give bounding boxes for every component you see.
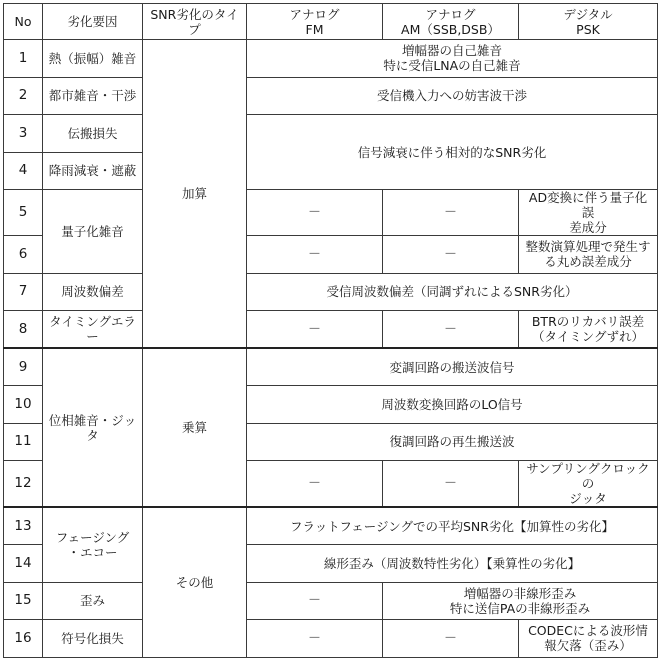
psk-cell: AD変換に伴う量子化誤 差成分 bbox=[519, 190, 658, 236]
fm-cell: － bbox=[247, 311, 383, 349]
table-row bbox=[4, 77, 658, 115]
psk-cell: サンプリングクロックの ジッタ bbox=[519, 461, 658, 508]
description-cell: 復調回路の再生搬送波 bbox=[247, 423, 658, 461]
row-number: 16 bbox=[4, 620, 43, 658]
psk-cell: CODECによる波形情 報欠落（歪み） bbox=[519, 620, 658, 658]
description-cell: 線形歪み（周波数特性劣化）【乗算性の劣化】 bbox=[247, 545, 658, 583]
table-row bbox=[4, 582, 658, 620]
factor-cell: 符号化損失 bbox=[43, 620, 143, 658]
factor-cell: 都市雑音・干渉 bbox=[43, 77, 143, 115]
am-cell: － bbox=[383, 620, 519, 658]
factor-cell: 熱（振幅）雑音 bbox=[43, 40, 143, 78]
table-row bbox=[4, 311, 658, 349]
factor-cell: 位相雑音・ジッタ bbox=[43, 348, 143, 507]
psk-cell: BTRのリカバリ誤差 （タイミングずれ） bbox=[519, 311, 658, 349]
description-cell: 受信周波数偏差（同調ずれによるSNR劣化） bbox=[247, 273, 658, 311]
header-digital-psk: デジタル PSK bbox=[519, 4, 658, 40]
description-cell: 信号減衰に伴う相対的なSNR劣化 bbox=[247, 115, 658, 190]
table-row bbox=[4, 348, 658, 386]
description-cell: 増幅器の自己雑音 特に受信LNAの自己雑音 bbox=[247, 40, 658, 78]
row-number: 12 bbox=[4, 461, 43, 508]
row-number: 2 bbox=[4, 77, 43, 115]
description-cell: フラットフェージングでの平均SNR劣化【加算性の劣化】 bbox=[247, 507, 658, 545]
row-number: 10 bbox=[4, 386, 43, 424]
table-row bbox=[4, 115, 658, 153]
table-row bbox=[4, 507, 658, 545]
header-snr-type: SNR劣化のタイプ bbox=[143, 4, 247, 40]
table-header-row bbox=[4, 4, 658, 40]
snr-type-cell: 加算 bbox=[143, 40, 247, 349]
description-cell: 変調回路の搬送波信号 bbox=[247, 348, 658, 386]
row-number: 8 bbox=[4, 311, 43, 349]
fm-cell: － bbox=[247, 236, 383, 274]
factor-cell: 伝搬損失 bbox=[43, 115, 143, 153]
fm-cell: － bbox=[247, 461, 383, 508]
row-number: 11 bbox=[4, 423, 43, 461]
table-row bbox=[4, 273, 658, 311]
row-number: 14 bbox=[4, 545, 43, 583]
description-cell: 増幅器の非線形歪み 特に送信PAの非線形歪み bbox=[383, 582, 658, 620]
factor-cell: 周波数偏差 bbox=[43, 273, 143, 311]
fm-cell: － bbox=[247, 620, 383, 658]
table-row bbox=[4, 40, 658, 78]
psk-cell: 整数演算処理で発生す る丸め誤差成分 bbox=[519, 236, 658, 274]
row-number: 3 bbox=[4, 115, 43, 153]
row-number: 6 bbox=[4, 236, 43, 274]
am-cell: － bbox=[383, 190, 519, 236]
description-cell: 周波数変換回路のLO信号 bbox=[247, 386, 658, 424]
header-analog-fm: アナログ FM bbox=[247, 4, 383, 40]
factor-cell: 歪み bbox=[43, 582, 143, 620]
am-cell: － bbox=[383, 461, 519, 508]
table-row bbox=[4, 190, 658, 236]
factor-cell: タイミングエラー bbox=[43, 311, 143, 349]
row-number: 7 bbox=[4, 273, 43, 311]
fm-cell: － bbox=[247, 190, 383, 236]
factor-cell: 降雨減衰・遮蔽 bbox=[43, 152, 143, 190]
am-cell: － bbox=[383, 311, 519, 349]
table-row bbox=[4, 620, 658, 658]
snr-type-cell: その他 bbox=[143, 507, 247, 657]
snr-degradation-table bbox=[3, 3, 658, 658]
header-analog-am: アナログ AM（SSB,DSB） bbox=[383, 4, 519, 40]
header-no: No bbox=[4, 4, 43, 40]
header-factor: 劣化要因 bbox=[43, 4, 143, 40]
row-number: 9 bbox=[4, 348, 43, 386]
factor-cell: フェージング ・エコー bbox=[43, 507, 143, 582]
description-cell: 受信機入力への妨害波干渉 bbox=[247, 77, 658, 115]
row-number: 1 bbox=[4, 40, 43, 78]
factor-cell: 量子化雑音 bbox=[43, 190, 143, 274]
row-number: 5 bbox=[4, 190, 43, 236]
snr-type-cell: 乗算 bbox=[143, 348, 247, 507]
row-number: 13 bbox=[4, 507, 43, 545]
am-cell: － bbox=[383, 236, 519, 274]
fm-cell: － bbox=[247, 582, 383, 620]
row-number: 4 bbox=[4, 152, 43, 190]
row-number: 15 bbox=[4, 582, 43, 620]
